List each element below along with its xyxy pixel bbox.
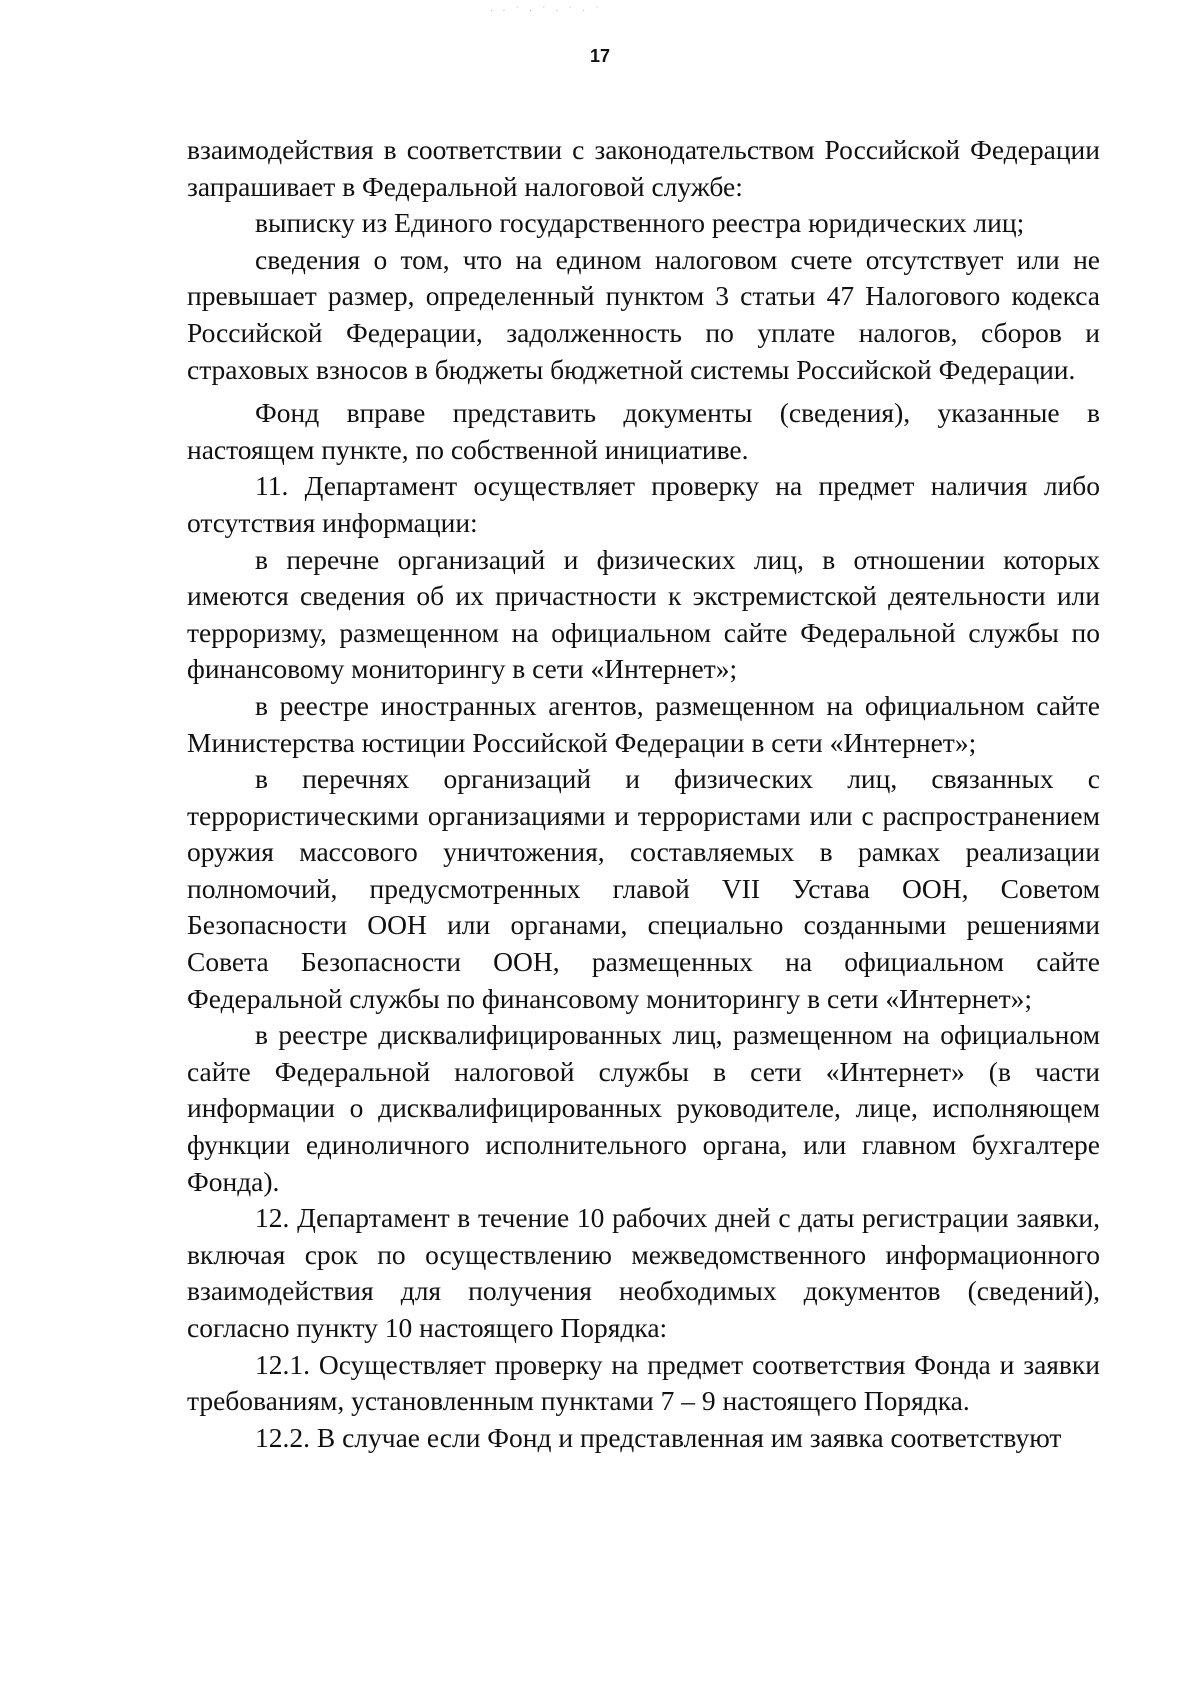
paragraph-continuation: взаимодействия в соответствии с законодательством Российской Федерации запрашивает в Федеральной налоговой службе: bbox=[187, 134, 1100, 202]
paragraph-item-12: 12. Департамент в течение 10 рабочих дней с даты регистрации заявки, включая срок по осуществлению межведомственного информационного взаимодействия для получения необходимых документов (сведений), согласно пункту 10 настоящего Порядка: bbox=[187, 1202, 1100, 1343]
paragraph-disqualified-registry: в реестре дисквалифицированных лиц, размещенном на официальном сайте Федеральной налоговой службы в сети «Интернет» (в части информации о дисквалифицированных руководителе, лице, исполняющем функции единоличного исполнительного органа, или главном бухгалтере Фонда). bbox=[187, 1019, 1100, 1197]
document-body bbox=[187, 132, 1100, 1456]
paragraph-tax-debt: сведения о том, что на едином налоговом счете отсутствует или не превышает размер, определенный пунктом 3 статьи 47 Налогового кодекса Российской Федерации, задолженность по уплате налогов, сборов и страховых взносов в бюджеты бюджетной системы Российской Федерации. bbox=[187, 243, 1100, 385]
paragraph-extremism-list: в перечне организаций и физических лиц, в отношении которых имеются сведения об их причастности к экстремистской деятельности или терроризму, размещенном на официальном сайте Федеральной службы по финансовому мониторингу в сети «Интернет»; bbox=[187, 543, 1100, 685]
paragraph-foreign-agents: в реестре иностранных агентов, размещенном на официальном сайте Министерства юстиции Российской Федерации в сети «Интернет»; bbox=[187, 689, 1100, 758]
paragraph-item-11: 11. Департамент осуществляет проверку на предмет наличия либо отсутствия информации: bbox=[187, 470, 1100, 538]
paragraph-fund-right: Фонд вправе представить документы (сведения), указанные в настоящем пункте, по собственной инициативе. bbox=[187, 397, 1100, 465]
scan-artifact: · · ˙ · ˙ · ˙ · ˙ bbox=[490, 6, 603, 17]
paragraph-terrorism-lists: в перечнях организаций и физических лиц, связанных с террористическими организациями и террористами или с распространением оружия массового уничтожения, составляемых в рамках реализации полномочий, предусмотренных главой VII Устава ООН, Советом Безопасности ООН или органами, специально созданными решениями Совета Безопасности ООН, размещенных на официальном сайте Федеральной службы по финансовому мониторингу в сети «Интернет»; bbox=[187, 763, 1100, 1014]
paragraph-item-12-2: 12.2. В случае если Фонд и представленная им заявка соответствуют bbox=[255, 1421, 1062, 1453]
paragraph-item-12-1: 12.1. Осуществляет проверку на предмет соответствия Фонда и заявки требованиям, установленным пунктами 7 – 9 настоящего Порядка. bbox=[187, 1348, 1100, 1417]
page-number: 17 bbox=[589, 46, 611, 66]
paragraph-egrul-extract: выписку из Единого государственного реестра юридических лиц; bbox=[255, 207, 1025, 239]
